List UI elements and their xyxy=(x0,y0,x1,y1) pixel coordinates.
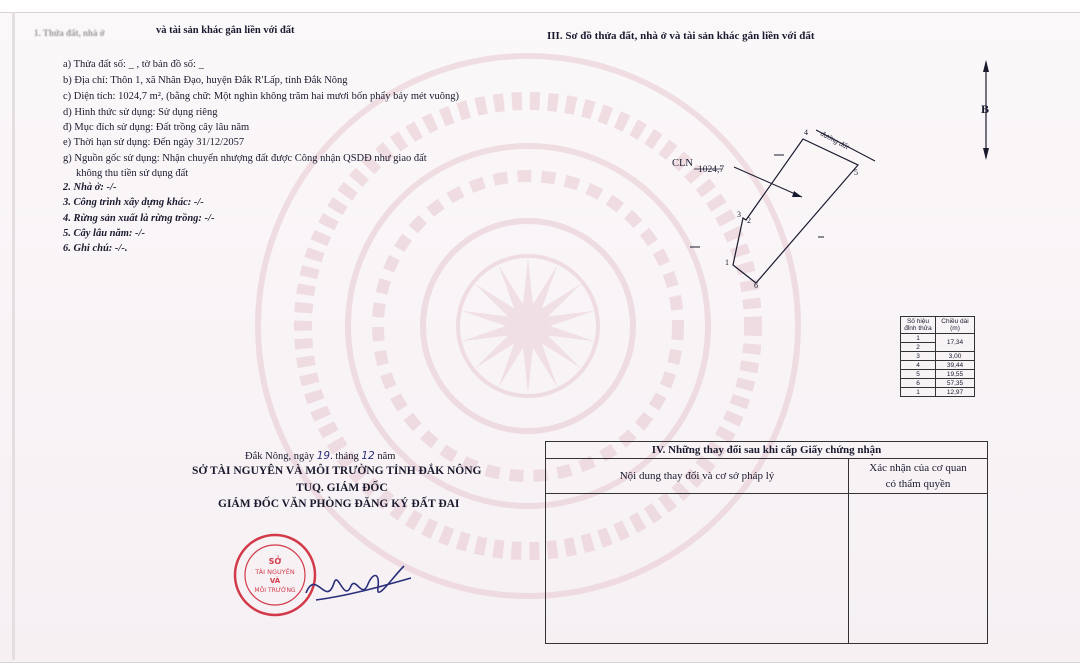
vertex-label-3: 3 xyxy=(737,210,741,219)
date-line xyxy=(245,449,395,464)
scan-left-edge xyxy=(12,12,15,660)
date-month-word: . tháng xyxy=(330,451,359,462)
vertex-cell: 4 xyxy=(901,361,936,370)
col-change-content: Nội dung thay đổi và cơ sở pháp lý xyxy=(546,459,849,494)
section3-title: III. Sơ đồ thửa đất, nhà ở và tài sản khác gắn liền với đất xyxy=(547,30,815,42)
item-d: d) Hình thức sử dụng: Sử dụng riêng xyxy=(63,107,218,118)
numbered-4: 4. Rừng sản xuất là rừng trồng: -/- xyxy=(63,213,215,224)
vertex-cell: 6 xyxy=(901,379,936,388)
vertex-cell: 1 xyxy=(901,334,936,343)
item-g1: g) Nguồn gốc sử dụng: Nhận chuyển nhượng đất được Công nhận QSDĐ như giao đất xyxy=(63,153,427,164)
col-authority-line2: có thẩm quyền xyxy=(885,478,951,490)
length-cell: 39,44 xyxy=(936,361,975,370)
length-cell: 57,35 xyxy=(936,379,975,388)
land-type-label: CLN xyxy=(672,158,693,169)
vertex-label-1: 1 xyxy=(725,258,729,267)
svg-text:SỞ: SỞ xyxy=(268,557,282,566)
road-label: đường đất xyxy=(819,128,851,152)
numbered-5: 5. Cây lâu năm: -/- xyxy=(63,228,145,239)
parcel-sketch xyxy=(670,125,890,295)
item-e: e) Thời hạn sử dụng: Đến ngày 31/12/2057 xyxy=(63,137,245,148)
issuing-org: SỞ TÀI NGUYÊN VÀ MÔI TRƯỜNG TỈNH ĐẮK NÔNG xyxy=(192,465,482,477)
numbered-3: 3. Công trình xây dựng khác: -/- xyxy=(63,197,204,208)
item-a: a) Thửa đất số: _ , tờ bản đồ số: _ xyxy=(63,59,204,70)
vertex-label-2: 2 xyxy=(747,216,751,225)
handwritten-signature xyxy=(296,548,416,618)
vertex-cell: 5 xyxy=(901,370,936,379)
date-prefix: Đắk Nông, ngày xyxy=(245,451,315,462)
length-cell: 19,55 xyxy=(936,370,975,379)
watermark-star xyxy=(462,258,595,394)
vertex-label-6: 6 xyxy=(754,281,758,290)
vertex-cell: 1 xyxy=(901,388,936,397)
vertex-cell: 3 xyxy=(901,352,936,361)
col-vertex-header: Số hiệu đỉnh thửa xyxy=(901,317,936,334)
left-header-blurred: 1. Thửa đất, nhà ở xyxy=(34,28,105,38)
vertex-label-4: 4 xyxy=(804,128,808,137)
length-cell: 3,00 xyxy=(936,352,975,361)
office-director: GIÁM ĐỐC VĂN PHÒNG ĐĂNG KÝ ĐẤT ĐAI xyxy=(218,498,460,510)
col-length-header: Chiều dài (m) xyxy=(936,317,975,334)
svg-text:MÔI TRƯỜNG: MÔI TRƯỜNG xyxy=(254,587,296,594)
section4-title: IV. Những thay đổi sau khi cấp Giấy chứng nhận xyxy=(546,442,988,459)
left-header: và tài sản khác gắn liền với đất xyxy=(156,25,295,36)
parcel-area-label: 1024,7 xyxy=(698,165,725,175)
length-cell: 12,97 xyxy=(936,388,975,397)
item-b: b) Địa chỉ: Thôn 1, xã Nhân Đạo, huyện Đắk R'Lấp, tỉnh Đắk Nông xyxy=(63,75,348,86)
item-c: c) Diện tích: 1024,7 m², (bằng chữ: Một nghìn không trăm hai mươi bốn phẩy bảy mét vuông) xyxy=(63,91,459,102)
scan-bottom-border xyxy=(0,662,1080,672)
north-label: B xyxy=(981,102,990,116)
date-day: 19 xyxy=(316,450,331,462)
svg-text:TÀI NGUYÊN: TÀI NGUYÊN xyxy=(255,568,295,576)
scan-top-border xyxy=(0,0,1080,13)
change-content-cell xyxy=(546,494,849,644)
length-cell: 17,34 xyxy=(936,334,975,352)
col-authority-confirm xyxy=(849,459,988,494)
date-month: 12 xyxy=(361,450,375,462)
item-dd: đ) Mục đích sử dụng: Đất trồng cây lâu năm xyxy=(63,122,250,133)
svg-text:VÀ: VÀ xyxy=(269,577,281,585)
item-g2: không thu tiền sử dụng đất xyxy=(76,168,189,179)
numbered-6: 6. Ghi chú: -/-. xyxy=(63,243,128,254)
col-authority-line1: Xác nhận của cơ quan xyxy=(869,462,967,474)
changes-table xyxy=(545,441,988,644)
date-year-word: năm xyxy=(377,451,396,462)
authority-confirm-cell xyxy=(849,494,988,644)
vertex-label-5: 5 xyxy=(854,168,858,177)
side-lengths-table xyxy=(900,316,975,397)
numbered-2: 2. Nhà ở: -/- xyxy=(63,182,117,193)
vertex-cell: 2 xyxy=(901,343,936,352)
tuq-director: TUQ. GIÁM ĐỐC xyxy=(296,482,388,494)
